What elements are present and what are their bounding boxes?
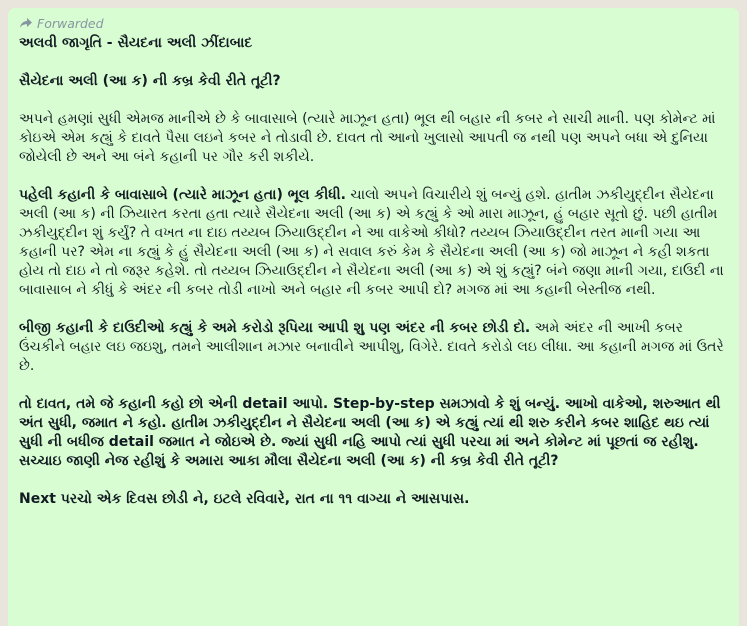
paragraph-3-heading: બીજી કહાની કે દાઉદીઓ કહ્યું કે અમે કરોડો રૂપિયા આપી શુ પણ અંદર ની કબર છોડી દો. [19,320,531,336]
message-text [19,34,728,509]
message-title: અલવી જાગૃતિ - સૈયદના અલી ઝીંદાબાદ [19,35,253,51]
message-question: સૈયેદના અલી (આ ક) ની કબ્ર કેવી રીતે તૂટી? [19,73,281,89]
paragraph-4: તો દાવત, તમે જે કહાની કહો છો એની detail આપો. Step-by-step સમઝાવો કે શું બન્યું. આખો વાકેઓ, શરુઆત થી અંત સુધી, જમાત ને કહો. હાતીમ ઝકીયુદ્દીન ને સૈયેદના અલી (આ ક) એ કહ્યું ત્યાં થી શરુ કરીને કબર શાહિદ થઇ ત્યાં સુધી ની બધીજ detail જમાત ને જોઇએ છે. જ્યાં સુધી નહિ આપો ત્યાં સુધી પરચા માં અને કોમેન્ટ માં પૂછતાં જ રહીશુ. સચ્ચાઇ જાણી નેજ રહીશું કે અમારા આકા મૌલા સૈયેદના અલી (આ ક) ની કબ્ર કેવી રીતે તૂટી? [19,396,721,469]
forwarded-indicator [19,14,728,32]
paragraph-1: અપને હમણાં સુધી એમજ માનીએ છે કે બાવાસાબે (ત્યારે માઝૂન હતા) ભૂલ થી બહાર ની કબર ને સાચી માની. પણ કોમેન્ટ માં કોઇએ એમ કહ્યું કે દાવતે પૈસા લઇને કબર ને તોડાવી છે. દાવત તો આનો ખુલાસો આપતી જ નથી પણ અપને બધા એ દુનિયા જોયેલી છે અને આ બંને કહાની પર ગૌર કરી શકીયે. [19,111,716,165]
paragraph-2 [19,186,728,300]
forward-arrow-icon [19,17,33,29]
paragraph-3-body: અમે અંદર ની આખી કબર ઉંચકીને બહાર લઇ જઇશુ, તમને આલીશાન મઝાર બનાવીને આપીશુ, વિગેરે. દાવતે કરોડો લઇ લીધા. આ કહાની મગજ માં ઉતરે છે. [19,320,724,374]
paragraph-2-body: ચાલો અપને વિચારીયે શું બન્યું હશે. હાતીમ ઝકીયુદ્દીન સૈયેદના અલી (આ ક) ની ઝિયારત કરતા હતા ત્યારે સૈયેદના અલી (આ ક) એ કહ્યું કે ઓ મારા માઝૂન, હું બહાર સૂતો છું. પછી હાતીમ ઝકીયુદ્દીન શું કર્યું? તે વખત ના દાઇ તય્યબ ઝિયાઉદ્દીન ને આ વાકેઓ કીધો? તય્યબ ઝિયાઉદ્દીન તરત માની ગયા આ કહાની પર? એમ ના કહ્યું કે હું સૈયેદના અલી (આ ક) ને સવાલ કરું કેમ કે સૈયેદના અલી (આ ક) જો માઝૂન ને કહી શકતા હોય તો દાઇ ને તો જરૂર કહેશે. તો તય્યબ ઝિયાઉદ્દીન ને સૈયેદના અલી (આ ક) એ શું કહ્યું? બંને જણા માની ગયા, દાઉદી ના બાવાસાબ ને કીધું કે અંદર ની કબર તોડી નાખો અને બહાર ની કબર આપી દો? મગજ માં આ કહાની બેસ્તીજ નથી. [19,187,724,298]
paragraph-3 [19,319,728,376]
paragraph-5: Next પરચો એક દિવસ છોડી ને, ઇટલે રવિવારે, રાત ના ૧૧ વાગ્યા ને આસપાસ. [19,491,470,507]
forwarded-label: Forwarded [37,15,104,31]
paragraph-2-heading: પહેલી કહાની કે બાવાસાબે (ત્યારે માઝૂન હતા) ભૂલ કીધી. [19,187,346,203]
message-bubble[interactable] [8,8,739,626]
